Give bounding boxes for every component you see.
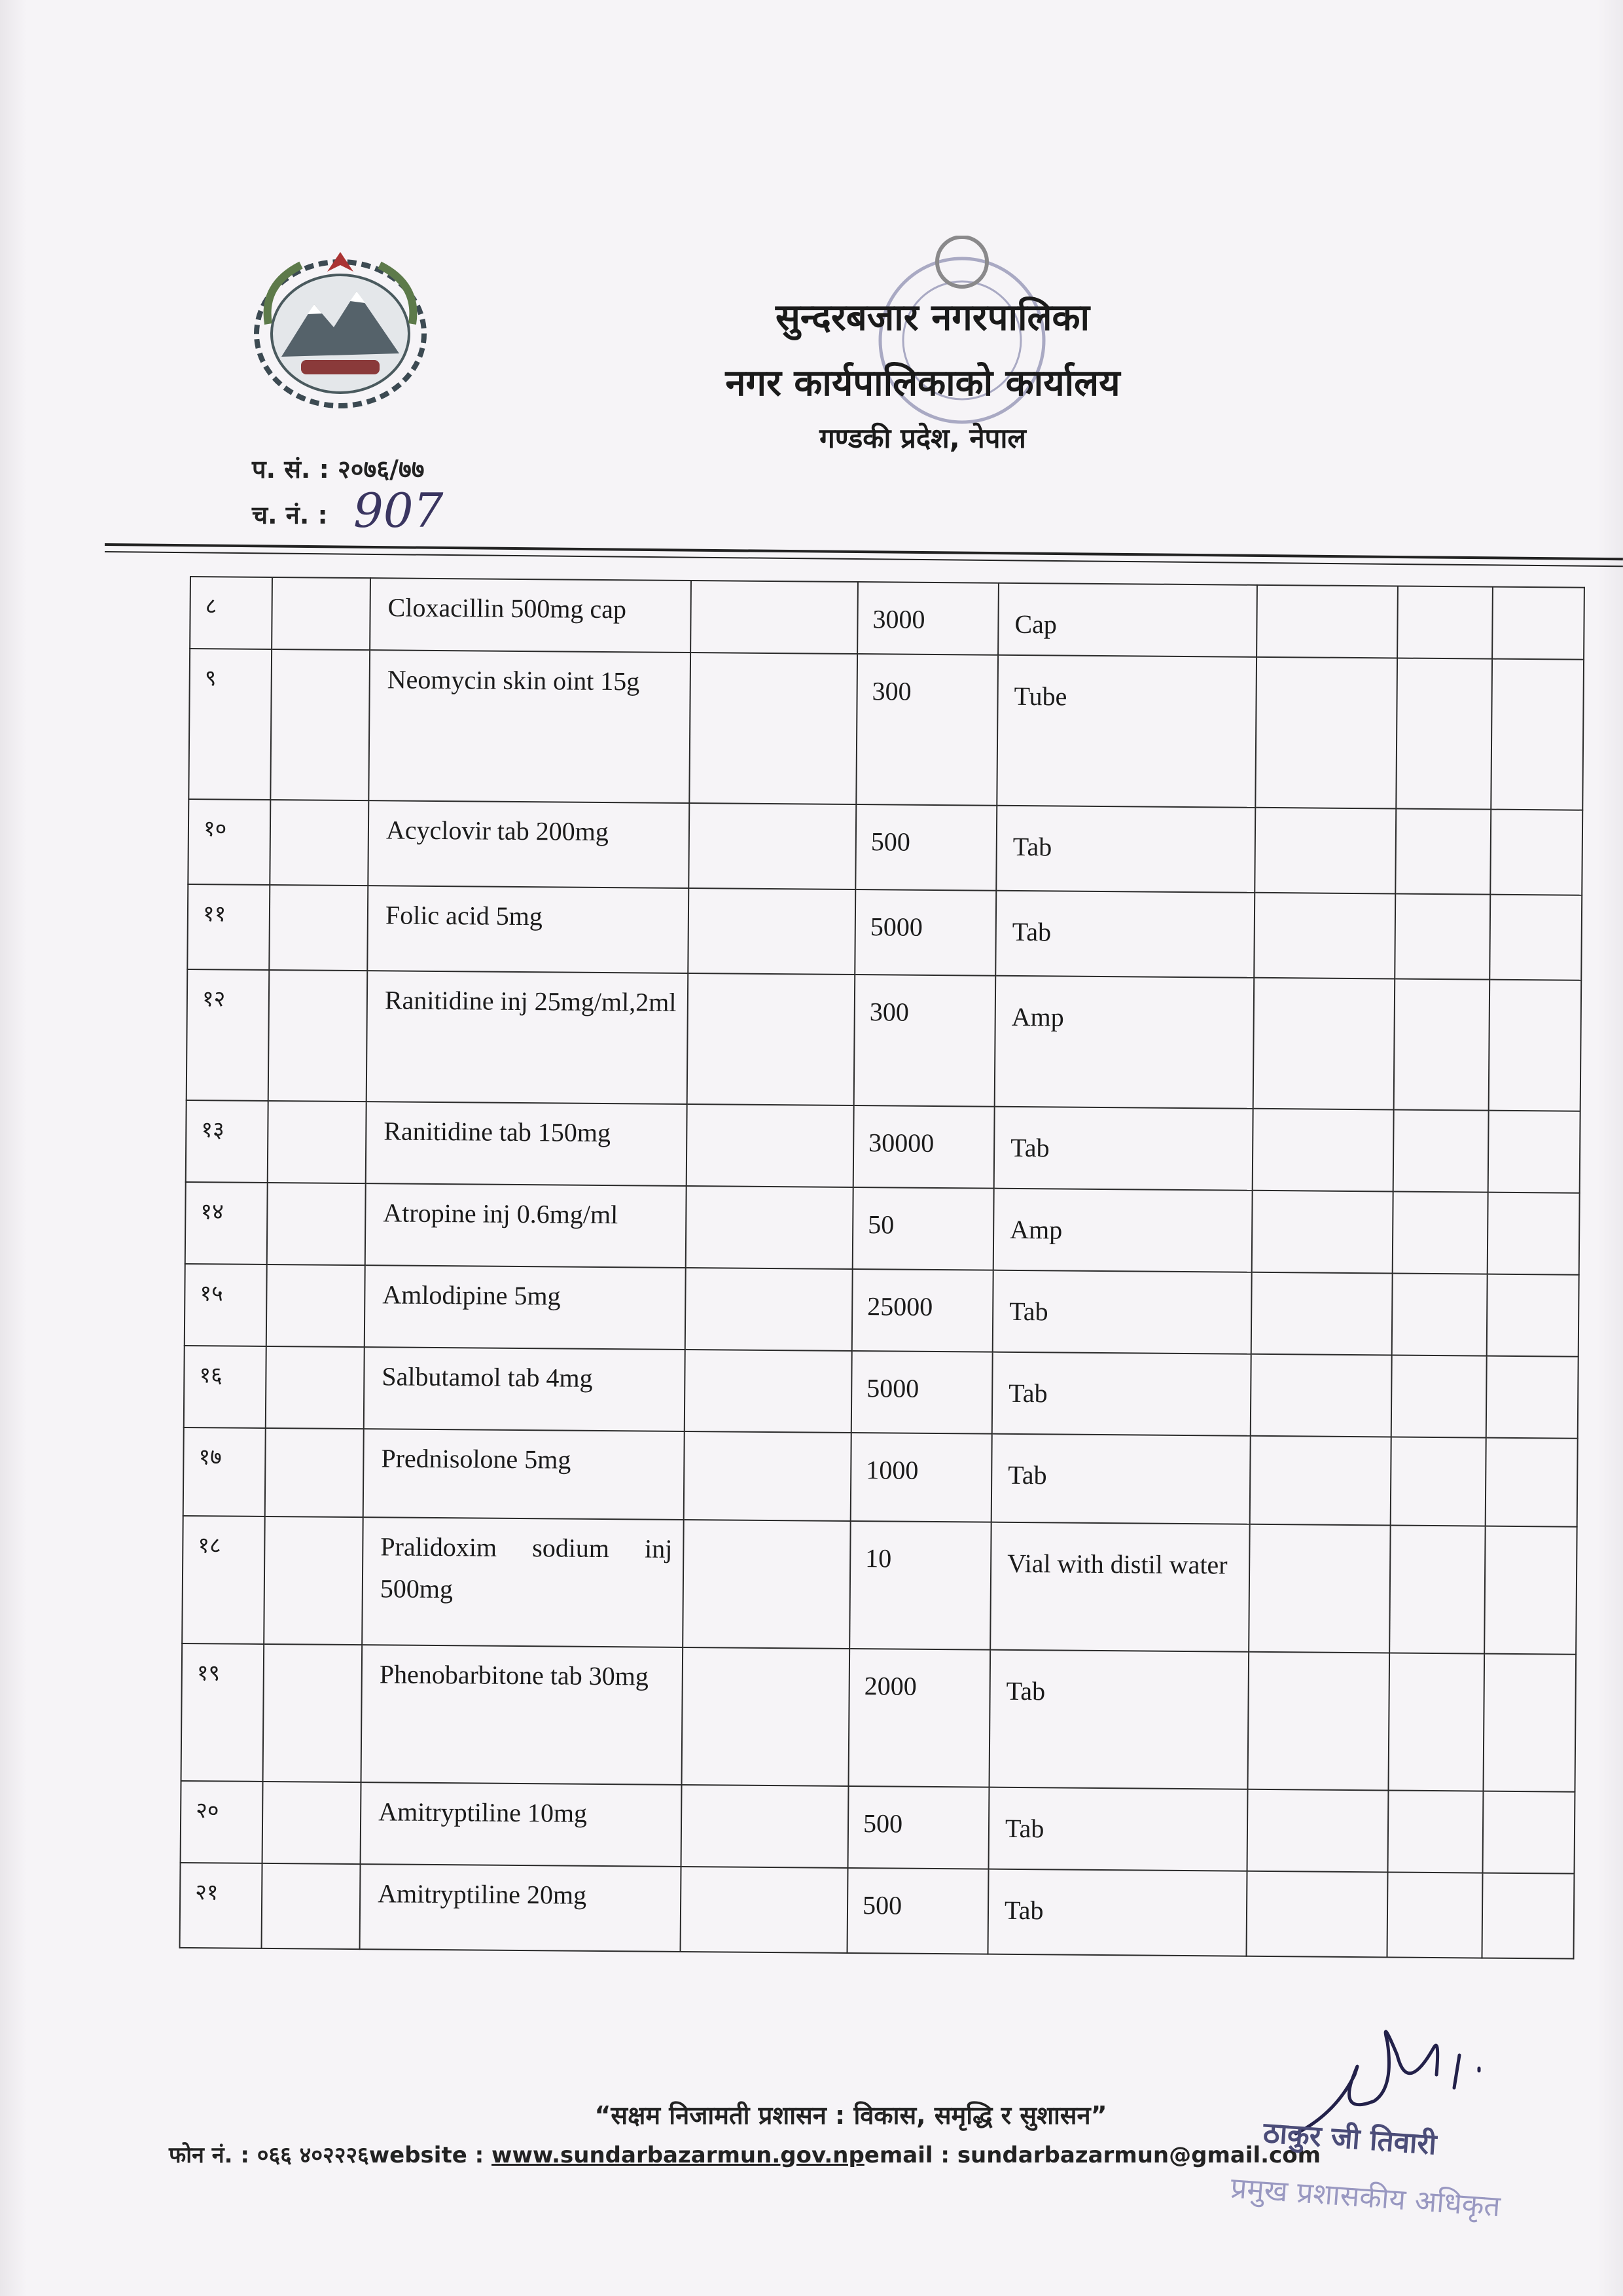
row-number: १५	[185, 1264, 267, 1346]
unit: Amp	[995, 976, 1255, 1109]
blank-cell	[1394, 978, 1490, 1110]
blank-cell	[1247, 1789, 1389, 1873]
blank-cell	[681, 1785, 849, 1868]
blank-cell	[1253, 978, 1395, 1110]
unit: Tube	[997, 655, 1257, 808]
blank-cell	[269, 885, 368, 971]
medicine-name: Phenobarbitone tab 30mg	[361, 1645, 683, 1785]
blank-cell	[1482, 1873, 1574, 1959]
website-label: website :	[368, 2142, 492, 2168]
blank-cell	[683, 1520, 851, 1649]
unit: Amp	[993, 1189, 1253, 1272]
blank-cell	[1482, 1791, 1575, 1874]
medicine-name: Amitryptiline 20mg	[360, 1864, 681, 1952]
medicine-name: Atropine inj 0.6mg/ml	[365, 1183, 687, 1268]
medicine-name: Acyclovir tab 200mg	[368, 800, 689, 888]
medicine-name: Pralidoxim sodium inj 500mg	[362, 1517, 684, 1647]
blank-cell	[1392, 1273, 1488, 1355]
row-number: १३	[186, 1100, 268, 1183]
blank-cell	[1254, 893, 1395, 979]
blank-cell	[690, 581, 858, 654]
quantity: 500	[855, 804, 997, 891]
row-number: ९	[188, 649, 272, 800]
quantity: 50	[853, 1187, 994, 1270]
table-row	[183, 1427, 1578, 1527]
blank-cell	[1488, 1111, 1580, 1193]
row-number: ८	[190, 577, 272, 649]
blank-cell	[1492, 587, 1584, 660]
blank-cell	[265, 1428, 364, 1517]
blank-cell	[1250, 1436, 1391, 1526]
table-row	[185, 1182, 1580, 1275]
quantity: 2000	[849, 1649, 991, 1787]
blank-cell	[1396, 658, 1492, 809]
table-row	[187, 969, 1582, 1111]
row-number: ११	[187, 884, 270, 970]
unit: Tab	[995, 891, 1255, 978]
table-row	[185, 1264, 1579, 1357]
blank-cell	[685, 1268, 853, 1351]
dispatch-number-label: च. नं. :	[252, 501, 328, 529]
unit: Tab	[991, 1434, 1251, 1524]
blank-cell	[1388, 1653, 1484, 1791]
motto: “सक्षम निजामती प्रशासन : विकास, समृद्धि र सुशासन”	[594, 2101, 1107, 2130]
table-row	[190, 577, 1584, 660]
blank-cell	[1393, 1109, 1489, 1192]
medicine-name: Amlodipine 5mg	[365, 1265, 686, 1350]
office-name: सुन्दरबजार नगरपालिका	[775, 296, 1090, 339]
blank-cell	[688, 803, 856, 889]
phone-number: फोन नं. : ०६६ ४०२२२६	[169, 2142, 369, 2168]
blank-cell	[684, 1431, 851, 1521]
blank-cell	[685, 1350, 852, 1433]
unit: Tab	[990, 1650, 1249, 1789]
table-row	[188, 799, 1582, 895]
unit: Vial with distil water	[990, 1522, 1250, 1652]
province-line: गण्डकी प्रदेश, नेपाल	[819, 422, 1026, 454]
blank-cell	[1387, 1872, 1482, 1958]
row-number: २१	[180, 1863, 262, 1948]
blank-cell	[1388, 1790, 1484, 1873]
row-number: १२	[187, 969, 270, 1101]
contact-footer	[169, 2139, 1321, 2169]
medicine-name: Neomycin skin oint 15g	[368, 650, 690, 803]
quantity: 5000	[851, 1351, 993, 1434]
row-number: १४	[185, 1182, 268, 1265]
blank-cell	[1251, 1272, 1393, 1355]
unit: Tab	[996, 806, 1255, 893]
quantity: 300	[856, 654, 998, 806]
table-row	[181, 1643, 1577, 1792]
website-link[interactable]: www.sundarbazarmun.gov.np	[491, 2142, 865, 2168]
blank-cell	[267, 1183, 366, 1265]
blank-cell	[687, 1104, 854, 1187]
blank-cell	[1391, 1355, 1487, 1437]
blank-cell	[686, 1186, 853, 1269]
row-number: १६	[184, 1346, 266, 1428]
row-number: २०	[181, 1781, 263, 1863]
row-number: १८	[182, 1516, 265, 1644]
table-row	[181, 1781, 1575, 1874]
quantity: 25000	[852, 1269, 993, 1352]
blank-cell	[262, 1782, 361, 1864]
blank-cell	[270, 800, 368, 886]
table-row	[184, 1346, 1578, 1439]
medicine-name: Folic acid 5mg	[367, 886, 688, 973]
medicine-name: Salbutamol tab 4mg	[364, 1347, 685, 1431]
blank-cell	[682, 1647, 850, 1786]
blank-cell	[687, 973, 855, 1105]
blank-cell	[1255, 657, 1397, 809]
blank-cell	[1395, 893, 1490, 979]
medicine-name: Ranitidine inj 25mg/ml,2ml	[366, 971, 688, 1104]
blank-cell	[1249, 1524, 1391, 1653]
medicine-table	[179, 576, 1585, 1960]
blank-cell	[1247, 1652, 1389, 1791]
table-row	[180, 1863, 1575, 1959]
blank-cell	[1252, 1191, 1393, 1274]
blank-cell	[1397, 586, 1493, 658]
blank-cell	[1393, 1191, 1488, 1274]
blank-cell	[1489, 980, 1582, 1111]
email-label: email :	[864, 2142, 957, 2168]
unit: Tab	[994, 1107, 1253, 1191]
unit: Tab	[989, 1787, 1248, 1871]
dispatch-number-handwritten: 907	[353, 483, 444, 538]
blank-cell	[266, 1346, 365, 1429]
quantity: 3000	[857, 582, 999, 655]
blank-cell	[1488, 1193, 1580, 1275]
blank-cell	[688, 888, 855, 975]
quantity: 500	[847, 1868, 989, 1954]
email-address[interactable]: sundarbazarmun@gmail.com	[957, 2142, 1321, 2168]
medicine-name: Amitryptiline 10mg	[361, 1782, 682, 1867]
office-title: नगर कार्यपालिकाको कार्यालय	[725, 362, 1120, 404]
blank-cell	[681, 1867, 848, 1953]
blank-cell	[1255, 808, 1396, 894]
coat-of-arms-icon	[242, 245, 438, 416]
blank-cell	[1486, 1438, 1578, 1527]
blank-cell	[1251, 1354, 1392, 1437]
blank-cell	[1483, 1654, 1576, 1792]
blank-cell	[270, 649, 370, 800]
quantity: 1000	[851, 1433, 992, 1522]
table-row	[187, 884, 1582, 980]
quantity: 300	[854, 975, 996, 1107]
blank-cell	[689, 653, 857, 804]
blank-cell	[272, 577, 370, 650]
blank-cell	[1389, 1525, 1486, 1653]
unit: Tab	[993, 1270, 1252, 1354]
reference-number: प. सं. : २०७६/७७	[252, 455, 425, 484]
medicine-name: Prednisolone 5mg	[363, 1429, 685, 1520]
blank-cell	[266, 1265, 365, 1347]
blank-cell	[1395, 808, 1491, 894]
medicine-table-container	[179, 576, 1623, 1960]
blank-cell	[1246, 1871, 1387, 1958]
quantity: 5000	[855, 889, 996, 976]
blank-cell	[1253, 1109, 1394, 1192]
medicine-name: Ranitidine tab 150mg	[366, 1102, 687, 1186]
blank-cell	[268, 1101, 366, 1183]
blank-cell	[264, 1516, 363, 1645]
quantity: 500	[848, 1786, 990, 1869]
signatory-title: प्रमुख प्रशासकीय अधिकृत	[1229, 2171, 1502, 2224]
blank-cell	[1491, 659, 1584, 810]
row-number: १०	[188, 799, 270, 885]
blank-cell	[1486, 1356, 1578, 1439]
quantity: 30000	[853, 1105, 995, 1189]
blank-cell	[1484, 1526, 1577, 1655]
medicine-name: Cloxacillin 500mg cap	[370, 578, 691, 653]
unit: Tab	[988, 1869, 1247, 1956]
blank-cell	[1257, 585, 1398, 658]
blank-cell	[263, 1644, 363, 1782]
blank-cell	[1489, 895, 1582, 980]
table-row	[188, 649, 1584, 810]
blank-cell	[268, 970, 368, 1102]
row-number: १९	[181, 1643, 264, 1782]
row-number: १७	[183, 1427, 266, 1516]
table-row	[182, 1516, 1577, 1655]
blank-cell	[262, 1863, 361, 1949]
blank-cell	[1391, 1437, 1486, 1526]
blank-cell	[1490, 810, 1582, 895]
signatory-name: ठाकुर जी तिवारी	[1262, 2116, 1438, 2162]
blank-cell	[1487, 1274, 1579, 1357]
quantity: 10	[849, 1521, 991, 1650]
table-row	[186, 1100, 1580, 1193]
unit: Tab	[992, 1352, 1251, 1436]
unit: Cap	[998, 583, 1257, 657]
